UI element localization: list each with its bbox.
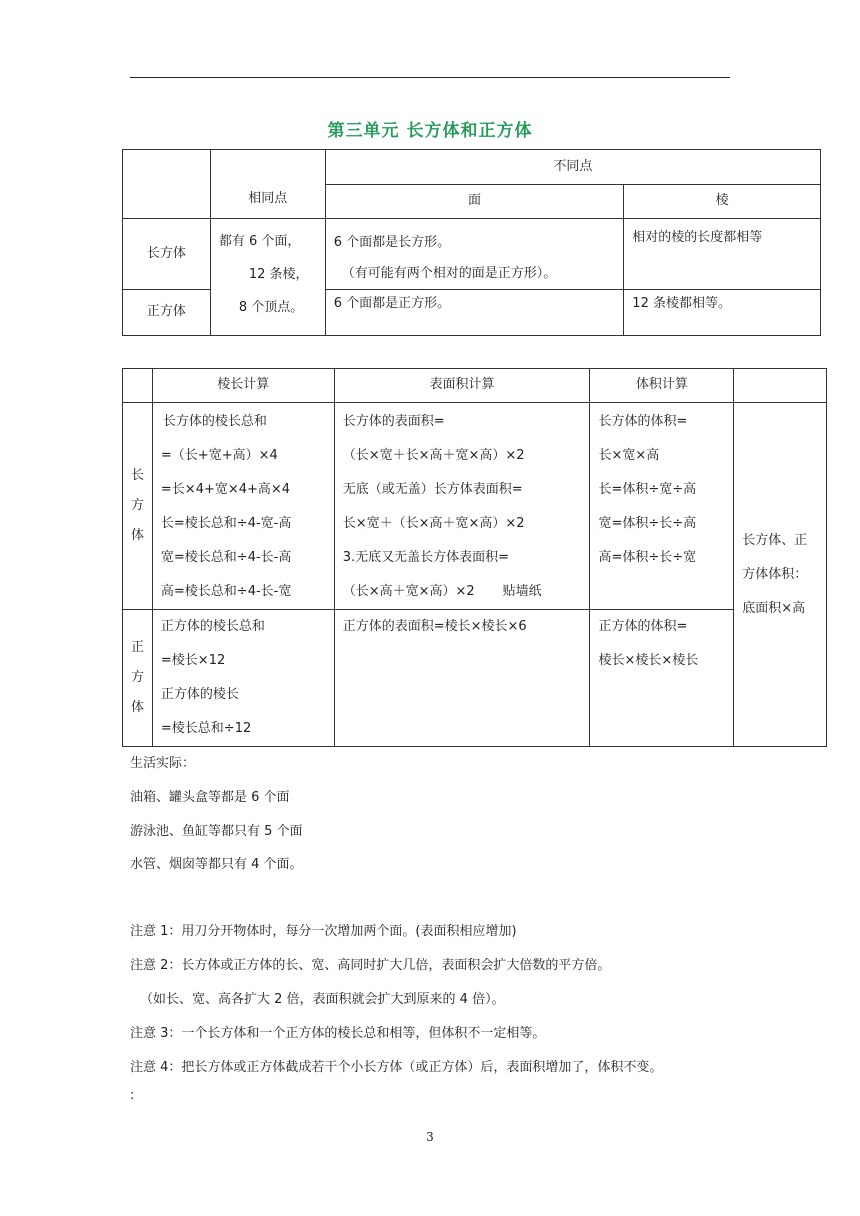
life-line: 油箱、罐头盒等都是 6 个面 <box>130 790 290 805</box>
stray-mark: : <box>130 1088 135 1103</box>
face-header: 面 <box>325 185 624 219</box>
diff-header: 不同点 <box>325 150 820 185</box>
cell-line: 无底（或无盖）长方体表面积= <box>342 482 523 497</box>
cell-line: 长方体的体积= <box>598 414 688 429</box>
page-number: 3 <box>426 1130 434 1144</box>
label-char: 方 <box>130 498 144 513</box>
cell-line: 方体体积： <box>742 566 808 582</box>
same-line: 12 条棱， <box>248 267 309 282</box>
cuboid-face-cell <box>325 219 624 290</box>
cell-line: 正方体的棱长总和 <box>160 619 265 634</box>
formula-table <box>122 368 827 747</box>
edge-calc-header: 棱长计算 <box>152 369 334 403</box>
cube-face-cell <box>325 290 624 336</box>
cell-line: 长×宽＋（长×高＋宽×高）×2 <box>342 516 525 531</box>
label-char: 方 <box>130 670 144 685</box>
cell-line: =棱长总和÷12 <box>160 721 252 736</box>
header-rule <box>130 77 730 78</box>
area-calc-header: 表面积计算 <box>334 369 590 403</box>
cuboid-volume-cell <box>590 403 734 610</box>
cell-line: 宽=棱长总和÷4-长-高 <box>160 550 292 565</box>
cuboid-edge-cell <box>152 403 334 610</box>
row-label-cuboid <box>123 403 153 610</box>
label-char: 体 <box>130 700 144 715</box>
label-char: 正 <box>130 640 144 655</box>
cell-line: 棱长×棱长×棱长 <box>598 653 699 668</box>
cell-line: 高=棱长总和÷4-长-宽 <box>160 584 292 599</box>
cell-line: 长方体的表面积= <box>342 414 445 429</box>
cell-line: =（长+宽+高）×4 <box>160 448 278 463</box>
row-label-cuboid: 长方体 <box>123 219 211 290</box>
cell-line: （长×宽＋长×高＋宽×高）×2 <box>342 448 525 463</box>
area-note: 贴墙纸 <box>502 584 542 599</box>
same-line: 8 个顶点。 <box>238 300 304 315</box>
life-heading: 生活实际： <box>130 756 196 771</box>
label-char: 体 <box>130 528 144 543</box>
note-4: 注意 4：把长方体或正方体截成若干个小长方体（或正方体）后，表面积增加了，体积不变。 <box>130 1060 663 1075</box>
cell-line: 正方体的表面积=棱长×棱长×6 <box>342 619 527 634</box>
same-header: 相同点 <box>210 150 325 219</box>
cuboid-edge-cell <box>624 219 821 290</box>
cell-line <box>343 575 590 609</box>
cell-line: 底面积×高 <box>742 600 806 616</box>
cell-line: 长=棱长总和÷4-宽-高 <box>160 516 292 531</box>
life-line: 水管、烟囱等都只有 4 个面。 <box>130 857 303 872</box>
same-line: 都有 6 个面， <box>218 234 301 249</box>
life-line: 游泳池、鱼缸等都只有 5 个面 <box>130 824 303 839</box>
comparison-table <box>122 149 821 336</box>
cell-line: =长×4+宽×4+高×4 <box>160 482 291 497</box>
note-1: 注意 1：用刀分开物体时，每分一次增加两个面。(表面积相应增加) <box>130 924 517 939</box>
note-2: 注意 2：长方体或正方体的长、宽、高同时扩大几倍，表面积会扩大倍数的平方倍。 <box>130 958 611 973</box>
cube-edge-cell <box>152 610 334 747</box>
cell-line: 6 个面都是正方形。 <box>333 296 451 311</box>
cuboid-area-cell <box>334 403 590 610</box>
cell-line: 正方体的棱长 <box>160 687 239 702</box>
page-title: 第三单元 长方体和正方体 <box>327 121 533 141</box>
empty-header <box>734 369 827 403</box>
cell-line: 长=体积÷宽÷高 <box>598 482 697 497</box>
cube-edge-cell <box>624 290 821 336</box>
label-char: 长 <box>130 468 144 483</box>
cell-line: =棱长×12 <box>160 653 226 668</box>
row-label-cube <box>123 610 153 747</box>
volume-calc-header: 体积计算 <box>590 369 734 403</box>
cell-line: 12 条棱都相等。 <box>632 296 731 311</box>
cell-line: 高=体积÷长÷宽 <box>598 550 697 565</box>
cell-line: 6 个面都是长方形。 <box>333 235 451 250</box>
cell-line: 正方体的体积= <box>598 619 688 634</box>
cell-line: 宽=体积÷长÷高 <box>598 516 697 531</box>
cell-line: 长×宽×高 <box>598 448 660 463</box>
cube-volume-cell <box>590 610 734 747</box>
shared-volume-cell <box>734 403 827 747</box>
same-cell <box>210 219 325 336</box>
cell-line: 长方体、正 <box>742 532 808 548</box>
corner-cell <box>123 150 211 219</box>
row-label-cube: 正方体 <box>123 290 211 336</box>
note-2-example: （如长、宽、高各扩大 2 倍，表面积就会扩大到原来的 4 倍）。 <box>140 992 505 1007</box>
cell-line: （有可能有两个相对的面是正方形）。 <box>341 266 557 281</box>
cell-line: 相对的棱的长度都相等 <box>632 230 763 245</box>
edge-header: 棱 <box>624 185 821 219</box>
cube-area-cell <box>334 610 590 747</box>
formula-text: （长×高＋宽×高）×2 <box>342 584 475 599</box>
cell-line: 3.无底又无盖长方体表面积= <box>342 550 509 565</box>
cell-line: 长方体的棱长总和 <box>162 414 267 429</box>
corner-cell <box>123 369 153 403</box>
note-3: 注意 3：一个长方体和一个正方体的棱长总和相等，但体积不一定相等。 <box>130 1026 546 1041</box>
